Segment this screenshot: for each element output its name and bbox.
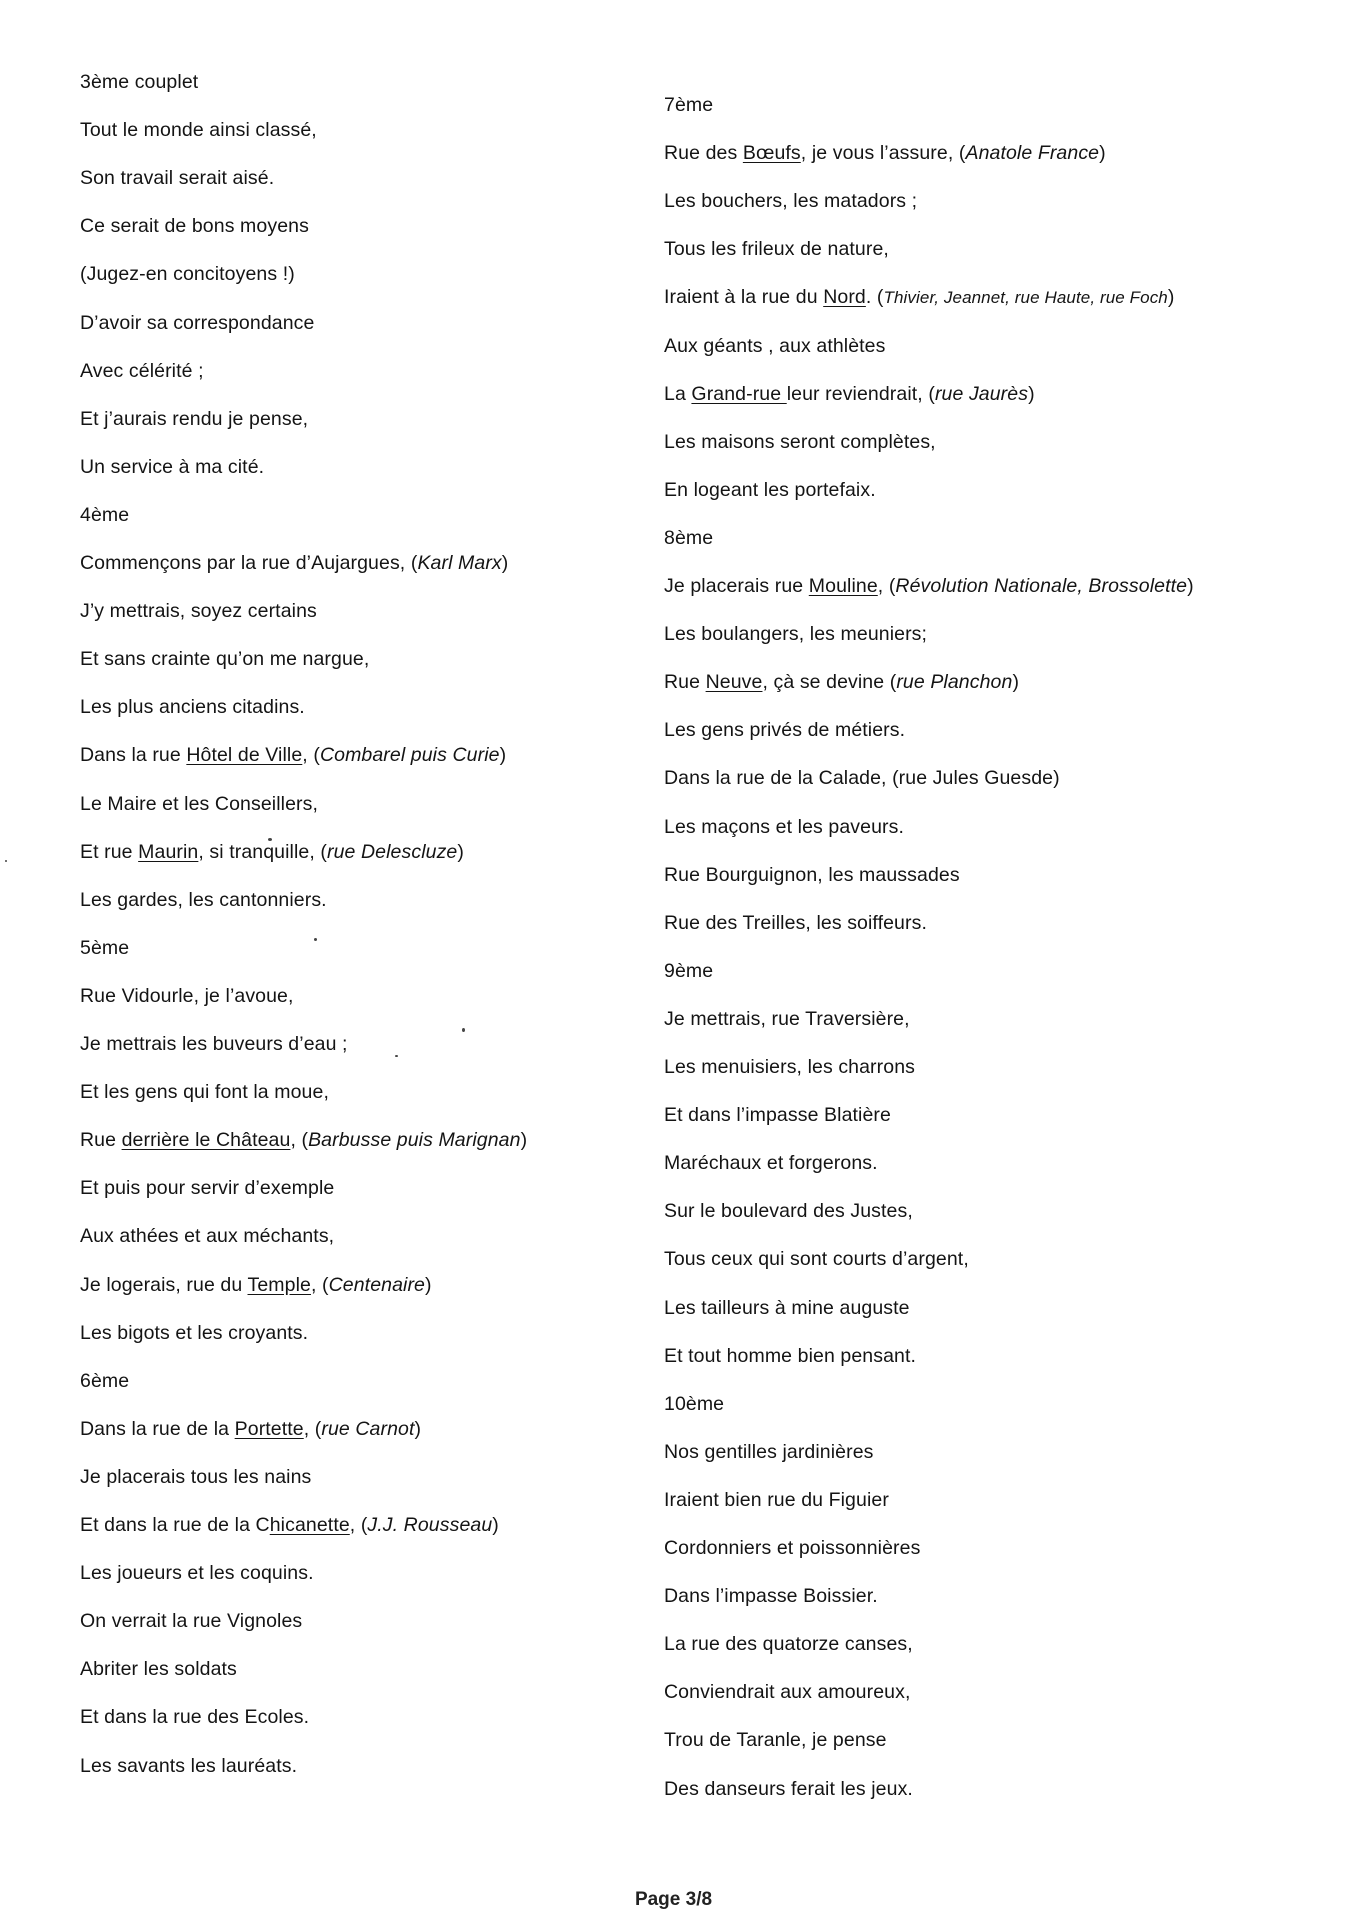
- verse-line: [80, 1609, 302, 1633]
- verse-text: ): [520, 1129, 528, 1152]
- verse-line: [80, 695, 305, 719]
- verse-text: Avec célérité ;: [80, 359, 204, 382]
- verse-line: [664, 189, 917, 213]
- verse-line: [80, 118, 317, 142]
- verse-text: Et dans la rue des Ecoles.: [80, 1706, 310, 1729]
- verse-line: [664, 382, 1035, 406]
- verse-text: Rue des: [664, 142, 743, 165]
- verse-text: 5ème: [80, 936, 130, 959]
- verse-line: [664, 334, 885, 358]
- verse-text: Dans la rue de la Calade, (rue Jules Guesde): [664, 767, 1060, 790]
- verse-text: Rue Vidourle, je l’avoue,: [80, 984, 294, 1007]
- verse-line: [80, 1705, 309, 1729]
- verse-text: 7ème: [664, 94, 714, 116]
- verse-line: [664, 766, 1060, 790]
- verse-text: ): [1099, 142, 1106, 165]
- verse-text: rue Jaurès: [934, 382, 1029, 405]
- verse-text: Les gardes, les cantonniers.: [80, 888, 327, 911]
- verse-text: Mouline: [808, 575, 878, 597]
- verse-text: Combarel puis Curie: [319, 744, 500, 767]
- verse-text: , (: [877, 575, 896, 597]
- verse-text: ): [425, 1273, 432, 1296]
- verse-text: ): [1012, 671, 1020, 694]
- verse-line: [664, 430, 936, 454]
- verse-text: Nos gentilles jardinières: [664, 1440, 874, 1463]
- verse-text: Je mettrais, rue Traversière,: [664, 1007, 910, 1030]
- verse-text: , çà se devine (: [762, 671, 897, 694]
- verse-line: [664, 1536, 920, 1560]
- verse-text: Abriter les soldats: [80, 1658, 237, 1681]
- verse-line: [664, 1151, 878, 1175]
- verse-line: [664, 141, 1106, 165]
- verse-line: [80, 1369, 129, 1393]
- verse-text: Et sans crainte qu’on me nargue,: [80, 648, 370, 671]
- verse-text: Les gens privés de métiers.: [664, 719, 906, 742]
- verse-text: Les bigots et les croyants.: [80, 1321, 309, 1344]
- verse-text: ): [492, 1514, 499, 1536]
- verse-text: ): [457, 840, 464, 863]
- verse-text: , (: [310, 1273, 329, 1296]
- verse-line: [80, 1754, 297, 1778]
- verse-text: ): [1187, 575, 1194, 597]
- verse-line: [664, 1344, 916, 1368]
- verse-line: [664, 1055, 915, 1079]
- verse-text: Les menuisiers, les charrons: [664, 1056, 915, 1078]
- verse-text: Temple: [247, 1273, 311, 1296]
- scan-speck: [5, 860, 7, 862]
- verse-text: , si tranquille, (: [198, 840, 327, 863]
- verse-text: La rue des quatorze canses,: [664, 1633, 913, 1656]
- verse-text: Les boulangers, les meuniers;: [664, 623, 928, 646]
- verse-text: ): [501, 552, 509, 574]
- verse-line: [664, 1440, 874, 1464]
- verse-text: Sur le boulevard des Justes,: [664, 1200, 913, 1223]
- verse-text: Rue: [80, 1129, 122, 1152]
- verse-text: En logeant les portefaix.: [664, 478, 876, 501]
- verse-text: Et dans la rue de la C: [80, 1514, 270, 1536]
- verse-text: (Jugez-en concitoyens !): [80, 263, 295, 286]
- verse-line: [664, 237, 889, 261]
- verse-line: [664, 1777, 913, 1801]
- verse-text: Je placerais rue: [664, 575, 809, 597]
- verse-line: [664, 1632, 913, 1656]
- verse-line: [80, 1657, 237, 1681]
- verse-text: Karl Marx: [417, 552, 502, 574]
- verse-line: [80, 359, 204, 383]
- verse-line: [664, 863, 960, 887]
- verse-text: Centenaire: [328, 1273, 426, 1296]
- verse-line: [80, 936, 129, 960]
- verse-text: rue Planchon: [896, 671, 1013, 694]
- verse-text: Et dans l’impasse Blatière: [664, 1104, 891, 1127]
- verse-text: Nord: [823, 286, 866, 309]
- verse-line: [664, 1247, 969, 1271]
- verse-line: [80, 1176, 334, 1200]
- verse-text: 8ème: [664, 526, 714, 549]
- verse-text: Maurin: [138, 840, 199, 863]
- verse-line: [664, 574, 1194, 598]
- verse-text: Son travail serait aisé.: [80, 167, 275, 190]
- verse-text: Iraient à la rue du: [664, 286, 824, 309]
- verse-text: Les maçons et les paveurs.: [664, 815, 904, 838]
- verse-line: [80, 455, 264, 479]
- verse-line: [80, 599, 317, 623]
- verse-text: Grand-rue: [691, 382, 787, 405]
- verse-line: [80, 1561, 314, 1585]
- verse-line: [80, 503, 129, 527]
- verse-line: [80, 647, 369, 671]
- verse-line: [80, 1032, 348, 1056]
- verse-line: [664, 815, 904, 839]
- verse-text: Rue Bourguignon, les maussades: [664, 863, 960, 886]
- verse-line: [664, 718, 905, 742]
- verse-line: [80, 792, 318, 816]
- verse-line: [80, 840, 464, 864]
- verse-line: [664, 93, 713, 117]
- verse-line: [80, 1513, 499, 1537]
- verse-text: Aux géants , aux athlètes: [664, 334, 886, 357]
- verse-line: [80, 1321, 308, 1345]
- verse-text: Je placerais tous les nains: [80, 1465, 312, 1488]
- verse-text: Hôtel de Ville: [186, 744, 303, 767]
- verse-text: Dans la rue de la: [80, 1417, 235, 1440]
- verse-text: , (: [303, 1417, 322, 1440]
- verse-text: ): [499, 744, 507, 767]
- verse-line: [664, 526, 713, 550]
- scan-speck: [314, 938, 317, 941]
- verse-line: [80, 407, 308, 431]
- verse-text: Commençons par la rue d’Aujargues, (: [80, 552, 418, 574]
- verse-line: [80, 1080, 329, 1104]
- verse-text: Les maisons seront complètes,: [664, 430, 936, 453]
- verse-line: [664, 478, 876, 502]
- verse-text: Ce serait de bons moyens: [80, 215, 309, 238]
- verse-text: D’avoir sa correspondance: [80, 311, 315, 334]
- verse-line: [80, 1273, 432, 1297]
- verse-line: [664, 1296, 910, 1320]
- verse-text: Rue: [664, 671, 706, 694]
- verse-text: J’y mettrais, soyez certains: [80, 600, 317, 623]
- verse-text: Tous les frileux de nature,: [664, 238, 889, 261]
- verse-text: , (: [349, 1514, 368, 1536]
- verse-line: [80, 70, 198, 94]
- verse-text: Des danseurs ferait les jeux.: [664, 1777, 913, 1800]
- verse-line: [664, 1680, 910, 1704]
- verse-line: [664, 1392, 724, 1416]
- verse-text: rue Carnot: [321, 1417, 415, 1440]
- verse-text: Les joueurs et les coquins.: [80, 1562, 314, 1585]
- verse-text: Conviendrait aux amoureux,: [664, 1681, 911, 1704]
- verse-text: Thivier, Jeannet, rue Haute, rue Foch: [883, 288, 1168, 308]
- verse-text: Maréchaux et forgerons.: [664, 1152, 878, 1175]
- verse-line: [664, 285, 1174, 310]
- verse-line: [80, 1465, 311, 1489]
- verse-text: Le Maire et les Conseillers,: [80, 792, 318, 815]
- verse-text: hicanette: [269, 1514, 350, 1536]
- verse-line: [80, 1224, 334, 1248]
- verse-text: 6ème: [80, 1369, 130, 1392]
- verse-line: [664, 1103, 891, 1127]
- verse-text: ): [414, 1417, 422, 1440]
- verse-text: Rue des Treilles, les soiffeurs.: [664, 911, 927, 934]
- verse-line: [664, 1728, 887, 1752]
- verse-text: 3ème couplet: [80, 71, 199, 93]
- verse-text: Les bouchers, les matadors ;: [664, 190, 918, 213]
- verse-text: Portette: [234, 1417, 304, 1440]
- verse-text: Et puis pour servir d’exemple: [80, 1177, 335, 1200]
- verse-text: Je logerais, rue du: [80, 1273, 248, 1296]
- verse-text: Cordonniers et poissonnières: [664, 1537, 921, 1559]
- verse-text: Tous ceux qui sont courts d’argent,: [664, 1248, 969, 1271]
- verse-text: Dans l’impasse Boissier.: [664, 1585, 878, 1608]
- verse-text: Je mettrais les buveurs d’eau ;: [80, 1033, 348, 1055]
- verse-line: [80, 1417, 421, 1441]
- verse-text: Les savants les lauréats.: [80, 1754, 298, 1777]
- verse-text: 9ème: [664, 959, 714, 982]
- verse-text: derrière le Château: [121, 1129, 291, 1152]
- verse-text: Anatole France: [965, 142, 1100, 165]
- verse-line: [80, 311, 314, 335]
- verse-line: [664, 670, 1019, 694]
- verse-line: [664, 911, 927, 935]
- verse-line: [664, 959, 713, 983]
- verse-text: La: [664, 382, 692, 405]
- verse-text: Un service à ma cité.: [80, 455, 265, 478]
- verse-line: [664, 1199, 913, 1223]
- verse-text: On verrait la rue Vignoles: [80, 1610, 303, 1633]
- verse-text: Et les gens qui font la moue,: [80, 1081, 329, 1104]
- verse-text: Neuve: [705, 671, 763, 694]
- verse-text: ): [1028, 382, 1035, 405]
- verse-line: [80, 551, 508, 575]
- verse-text: 10ème: [664, 1392, 725, 1415]
- scan-speck: [395, 1055, 398, 1057]
- verse-line: [664, 622, 927, 646]
- verse-text: Bœufs: [742, 142, 801, 165]
- verse-line: [80, 984, 294, 1008]
- verse-line: [664, 1007, 910, 1031]
- verse-text: rue Delescluze: [326, 840, 458, 863]
- verse-text: , (: [302, 744, 320, 767]
- verse-text: Et tout homme bien pensant.: [664, 1344, 917, 1367]
- verse-text: Trou de Taranle, je pense: [664, 1729, 887, 1752]
- verse-text: J.J. Rousseau: [367, 1514, 493, 1536]
- verse-text: Et j’aurais rendu je pense,: [80, 407, 309, 430]
- verse-text: Barbusse puis Marignan: [308, 1129, 521, 1152]
- verse-line: [80, 166, 274, 190]
- scan-speck: [268, 838, 272, 841]
- verse-line: [80, 743, 506, 767]
- verse-text: Et rue: [80, 840, 139, 863]
- verse-text: Les tailleurs à mine auguste: [664, 1296, 910, 1319]
- verse-text: 4ème: [80, 503, 130, 526]
- verse-line: [664, 1488, 889, 1512]
- verse-text: Les plus anciens citadins.: [80, 696, 305, 719]
- verse-text: . (: [865, 286, 884, 309]
- verse-text: ): [1167, 286, 1175, 309]
- verse-text: Iraient bien rue du Figuier: [664, 1488, 889, 1511]
- verse-text: Dans la rue: [80, 744, 187, 767]
- verse-line: [80, 214, 309, 238]
- scan-speck: [462, 1028, 465, 1032]
- verse-text: , je vous l’assure, (: [800, 142, 966, 165]
- verse-line: [80, 262, 295, 286]
- verse-text: Tout le monde ainsi classé,: [80, 119, 317, 142]
- verse-line: [80, 888, 327, 912]
- page-number: Page 3/8: [634, 1889, 713, 1910]
- verse-line: [80, 1128, 527, 1152]
- verse-text: Révolution Nationale, Brossolette: [895, 575, 1188, 597]
- verse-text: leur reviendrait, (: [786, 382, 935, 405]
- verse-text: , (: [290, 1129, 309, 1152]
- verse-line: [664, 1584, 878, 1608]
- verse-text: Aux athées et aux méchants,: [80, 1225, 335, 1248]
